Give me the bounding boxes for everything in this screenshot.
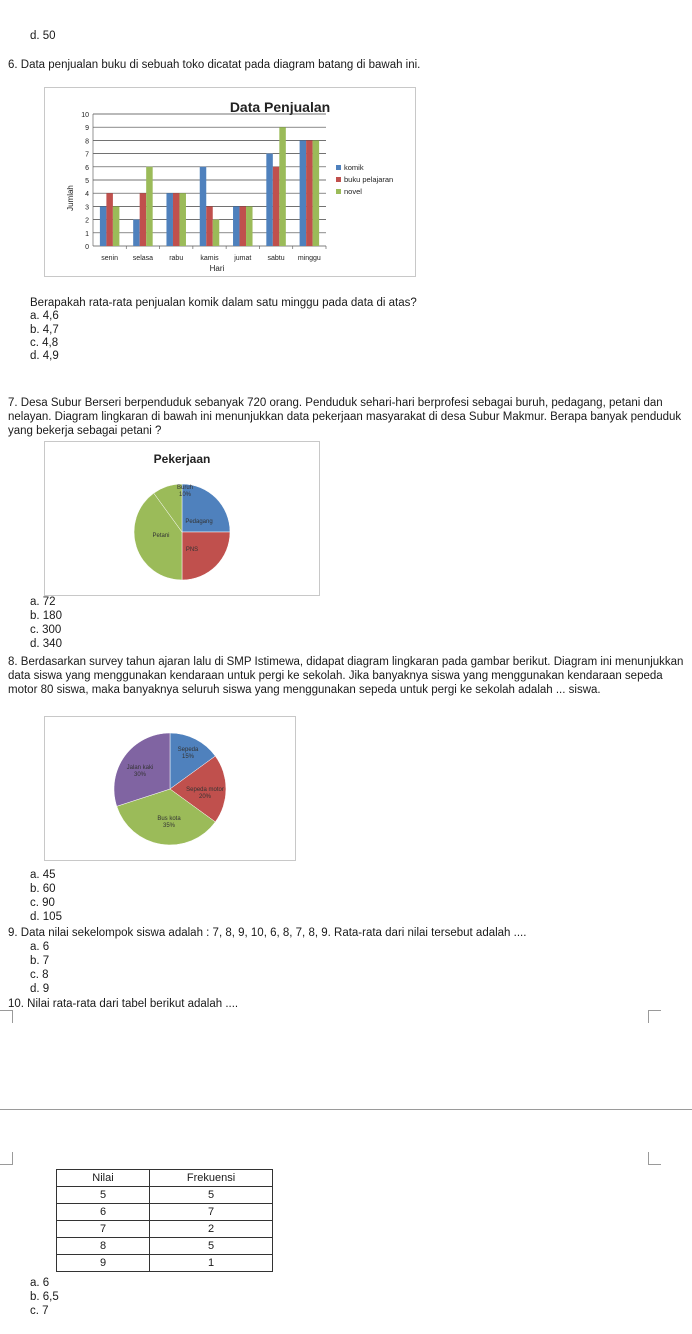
question-10-text: 10. Nilai rata-rata dari tabel berikut adalah .... <box>8 998 239 1010</box>
bar-ytick-label: 5 <box>85 178 89 185</box>
bar-xtick-label: minggu <box>297 255 321 262</box>
bar-ytick-label: 10 <box>81 112 89 119</box>
q8-option-d[interactable]: d. 105 <box>30 911 62 923</box>
q6-option-b[interactable]: b. 4,7 <box>30 324 59 336</box>
q5-option-d: d. 50 <box>30 30 56 42</box>
bar-ytick-label: 0 <box>85 244 89 251</box>
pie2-value-jalan: 30% <box>133 772 147 778</box>
legend-label: novel <box>344 187 362 196</box>
question-9-text: 9. Data nilai sekelompok siswa adalah : 7, 8, 9, 10, 6, 8, 7, 8, 9. Rata-rata dari nilai tersebut adalah .... <box>8 927 527 939</box>
question-6-prompt: Berapakah rata-rata penjualan komik dalam satu minggu pada data di atas? <box>30 297 417 309</box>
bar-chart-title: Data Penjualan <box>229 99 331 115</box>
pie1-value-buruh: 10% <box>178 492 192 498</box>
bar-novel-selasa <box>146 167 153 246</box>
q9-option-b[interactable]: b. 7 <box>30 955 50 967</box>
bar-ytick-label: 4 <box>85 191 89 199</box>
bar-komik-jumat <box>233 206 240 246</box>
pie-chart-pekerjaan <box>45 442 319 595</box>
question-6-text: 6. Data penjualan buku di sebuah toko dicatat pada diagram batang di bawah ini. <box>8 59 421 71</box>
bar-ytick-label: 3 <box>85 204 89 212</box>
table-cell-frekuensi: 7 <box>150 1204 273 1221</box>
pie2-label-jalan: Jalan kaki <box>126 765 154 771</box>
table-row <box>57 1204 273 1221</box>
bar-novel-kamis <box>213 220 220 246</box>
q8-option-a[interactable]: a. 45 <box>30 869 56 881</box>
table-row <box>57 1238 273 1255</box>
bar-komik-sabtu <box>266 154 273 246</box>
bar-buku-pelajaran-minggu <box>306 140 313 246</box>
legend-label: komik <box>344 163 364 172</box>
pie2-value-sepeda: 15% <box>181 754 195 760</box>
bar-komik-selasa <box>133 220 140 246</box>
table-cell-frekuensi: 2 <box>150 1221 273 1238</box>
bar-komik-senin <box>100 206 107 246</box>
bar-buku-pelajaran-selasa <box>140 193 147 246</box>
q7-option-c[interactable]: c. 300 <box>30 624 62 636</box>
pie1-title: Pekerjaan <box>153 452 211 466</box>
pie2-label-motor: Sepeda motor <box>186 787 224 793</box>
bar-novel-rabu <box>179 193 186 246</box>
q6-option-d[interactable]: d. 4,9 <box>30 350 59 362</box>
q10-option-a[interactable]: a. 6 <box>30 1277 50 1289</box>
q9-option-c[interactable]: c. 8 <box>30 969 49 981</box>
table-cell-nilai: 5 <box>57 1187 150 1204</box>
crop-mark-bottom-right <box>648 1152 661 1165</box>
table-row <box>57 1187 273 1204</box>
bar-ytick-label: 8 <box>85 138 89 146</box>
bar-buku-pelajaran-kamis <box>206 206 213 246</box>
q8-option-b[interactable]: b. 60 <box>30 883 56 895</box>
bar-ytick-label: 1 <box>85 230 89 238</box>
bar-buku-pelajaran-senin <box>106 193 113 246</box>
pie1-label-buruh: Buruh <box>176 485 194 491</box>
pie-chart-kendaraan <box>45 717 295 860</box>
table-cell-nilai: 9 <box>57 1255 150 1272</box>
pie2-value-bus: 35% <box>162 823 176 829</box>
frequency-table <box>56 1169 273 1272</box>
bar-buku-pelajaran-rabu <box>173 193 180 246</box>
page-divider <box>0 1109 692 1110</box>
pie-slice-pns <box>182 532 230 580</box>
q7-option-a[interactable]: a. 72 <box>30 596 56 608</box>
q7-option-d[interactable]: d. 340 <box>30 638 62 650</box>
table-cell-frekuensi: 1 <box>150 1255 273 1272</box>
pie2-value-motor: 20% <box>198 794 212 800</box>
bar-novel-senin <box>113 206 120 246</box>
table-row <box>57 1255 273 1272</box>
table-header-frekuensi: Frekuensi <box>150 1170 273 1187</box>
table-cell-nilai: 6 <box>57 1204 150 1221</box>
table-cell-nilai: 8 <box>57 1238 150 1255</box>
bar-chart-box <box>44 87 416 277</box>
pie1-label-pns: PNS <box>185 547 199 553</box>
table-header-nilai: Nilai <box>57 1170 150 1187</box>
bar-novel-sabtu <box>279 127 286 246</box>
bar-xtick-label: rabu <box>169 255 184 262</box>
bar-ytick-label: 6 <box>85 164 89 172</box>
pie1-label-pedagang: Pedagang <box>185 519 213 525</box>
bar-komik-minggu <box>300 140 307 246</box>
crop-mark-top-left <box>0 1010 13 1023</box>
question-8-text: 8. Berdasarkan survey tahun ajaran lalu di SMP Istimewa, didapat diagram lingkaran pada gambar berikut. Diagram ini menunjukkan data siswa yang menggunakan kendaraan untuk pergi ke sekolah. Jika banyaknya siswa yang menggunakan kendaraan sepeda motor 80 siswa, maka banyaknya seluruh siswa yang menggunakan sepeda untuk pergi ke sekolah adalah ... siswa. <box>8 656 684 696</box>
bar-xtick-label: jumat <box>234 255 252 262</box>
bar-novel-jumat <box>246 206 253 246</box>
pie1-label-petani: Petani <box>152 533 170 539</box>
q6-option-a[interactable]: a. 4,6 <box>30 310 59 322</box>
table-cell-nilai: 7 <box>57 1221 150 1238</box>
bar-buku-pelajaran-sabtu <box>273 167 280 246</box>
bar-chart-ylabel: Jumlah <box>66 185 75 211</box>
bar-xtick-label: sabtu <box>267 255 285 262</box>
table-cell-frekuensi: 5 <box>150 1238 273 1255</box>
bar-xtick-label: senin <box>101 255 119 262</box>
crop-mark-bottom-left <box>0 1152 13 1165</box>
bar-xtick-label: selasa <box>132 255 154 262</box>
pie-chart-pekerjaan-box <box>44 441 320 596</box>
bar-novel-minggu <box>313 140 320 246</box>
legend-swatch <box>336 177 341 182</box>
q10-option-c[interactable]: c. 7 <box>30 1305 49 1317</box>
bar-ytick-label: 9 <box>85 125 89 133</box>
q9-option-d[interactable]: d. 9 <box>30 983 50 995</box>
q9-option-a[interactable]: a. 6 <box>30 941 50 953</box>
bar-chart-xlabel: Hari <box>209 264 225 273</box>
bar-komik-rabu <box>166 193 173 246</box>
q8-option-c[interactable]: c. 90 <box>30 897 55 909</box>
legend-swatch <box>336 189 341 194</box>
q10-option-b[interactable]: b. 6,5 <box>30 1291 59 1303</box>
bar-chart <box>45 88 415 276</box>
crop-mark-top-right <box>648 1010 661 1023</box>
bar-ytick-label: 2 <box>85 217 89 225</box>
bar-ytick-label: 7 <box>85 151 89 159</box>
pie2-label-bus: Bus kota <box>157 816 181 822</box>
question-7-text: 7. Desa Subur Berseri berpenduduk sebanyak 720 orang. Penduduk sehari-hari berprofesi sebagai buruh, pedagang, petani dan nelayan. Diagram lingkaran di bawah ini menunjukkan data pekerjaan masyarakat di desa Subur Makmur. Berapa banyak penduduk yang bekerja sebagai petani ? <box>8 397 682 437</box>
pie-chart-kendaraan-box <box>44 716 296 861</box>
q6-option-c[interactable]: c. 4,8 <box>30 337 59 349</box>
pie2-label-sepeda: Sepeda <box>177 747 199 753</box>
table-row <box>57 1221 273 1238</box>
bar-xtick-label: kamis <box>200 255 219 262</box>
legend-label: buku pelajaran <box>344 175 394 184</box>
bar-komik-kamis <box>200 167 207 246</box>
bar-buku-pelajaran-jumat <box>240 206 247 246</box>
table-cell-frekuensi: 5 <box>150 1187 273 1204</box>
legend-swatch <box>336 165 341 170</box>
q7-option-b[interactable]: b. 180 <box>30 610 62 622</box>
